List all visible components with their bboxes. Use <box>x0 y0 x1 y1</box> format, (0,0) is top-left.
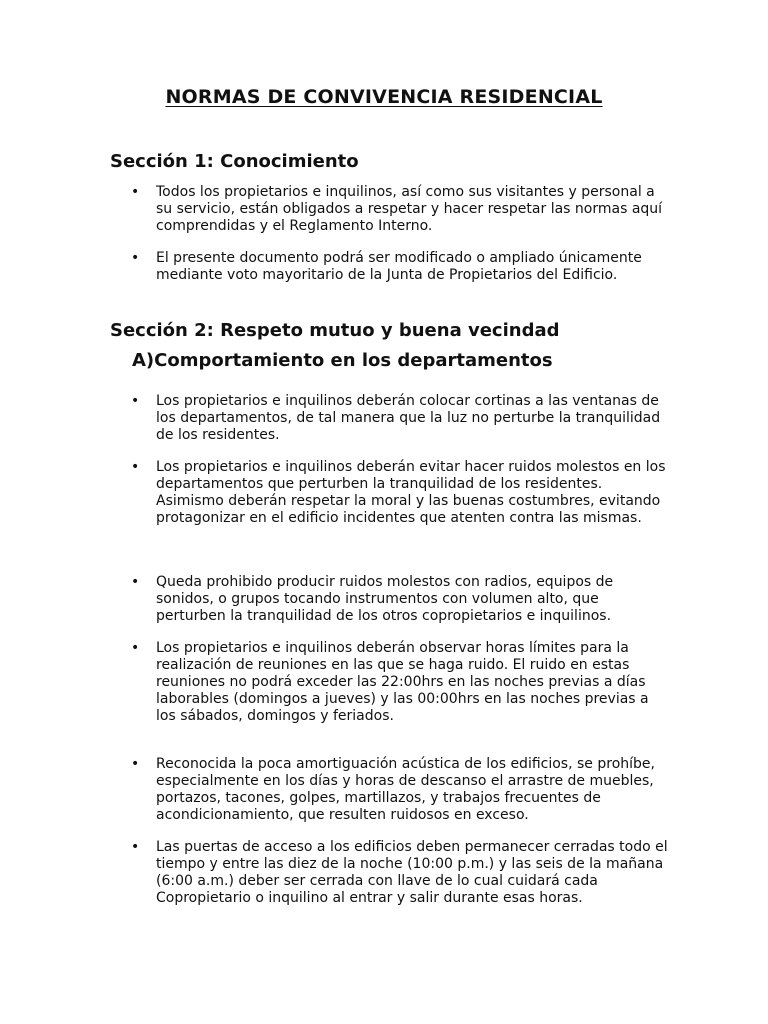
list-item-text: Los propietarios e inquilinos deberán evitar hacer ruidos molestos en los departamentos que perturben la tranquilidad de los residentes. Asimismo deberán respetar la moral y las buenas costumbres, evitando protagonizar en el edificio incidentes que atenten contra las mismas. <box>156 459 666 526</box>
list-item-text: Las puertas de acceso a los edificios deben permanecer cerradas todo el tiempo y entre las diez de la noche (10:00 p.m.) y las seis de la mañana (6:00 a.m.) deber ser cerrada con llave de lo cual cuidará cada Copropietario o inquilino al entrar y salir durante esas horas. <box>156 839 668 906</box>
list-item-text: El presente documento podrá ser modificado o ampliado únicamente mediante voto mayoritario de la Junta de Propietarios del Edificio. <box>156 250 642 283</box>
bullet-icon: • <box>131 184 140 200</box>
list-item-text: Reconocida la poca amortiguación acústica de los edificios, se prohíbe, especialmente en los días y horas de descanso el arrastre de muebles, portazos, tacones, golpes, martillazos, y trabajos frecuentes de acondicionamiento, que resulten ruidosos en exceso. <box>156 756 655 823</box>
section-2-heading: Sección 2: Respeto mutuo y buena vecindad <box>110 320 560 341</box>
list-item-text: Los propietarios e inquilinos deberán observar horas límites para la realización de reuniones en las que se haga ruido. El ruido en estas reuniones no podrá exceder las 22:00hrs en las noches previas a días laborables (domingos a jueves) y las 00:00hrs en las noches previas a los sábados, domingos y feriados. <box>156 640 649 724</box>
bullet-icon: • <box>131 839 140 855</box>
bullet-icon: • <box>131 640 140 656</box>
list-item-text: Todos los propietarios e inquilinos, así como sus visitantes y personal a su servicio, están obligados a respetar y hacer respetar las normas aquí comprendidas y el Reglamento Interno. <box>156 184 663 234</box>
list-item-text: Los propietarios e inquilinos deberán colocar cortinas a las ventanas de los departamentos, de tal manera que la luz no perturbe la tranquilidad de los residentes. <box>156 393 661 443</box>
section-1-heading: Sección 1: Conocimiento <box>110 151 359 172</box>
bullet-icon: • <box>131 250 140 266</box>
list-item-text: Queda prohibido producir ruidos molestos con radios, equipos de sonidos, o grupos tocando instrumentos con volumen alto, que perturben la tranquilidad de los otros copropietarios e inquilinos. <box>156 574 614 624</box>
bullet-icon: • <box>131 393 140 409</box>
document-title: NORMAS DE CONVIVENCIA RESIDENCIAL <box>165 86 603 108</box>
bullet-icon: • <box>131 756 140 772</box>
bullet-icon: • <box>131 459 140 475</box>
bullet-icon: • <box>131 574 140 590</box>
section-2-subheading: A)Comportamiento en los departamentos <box>132 350 553 371</box>
